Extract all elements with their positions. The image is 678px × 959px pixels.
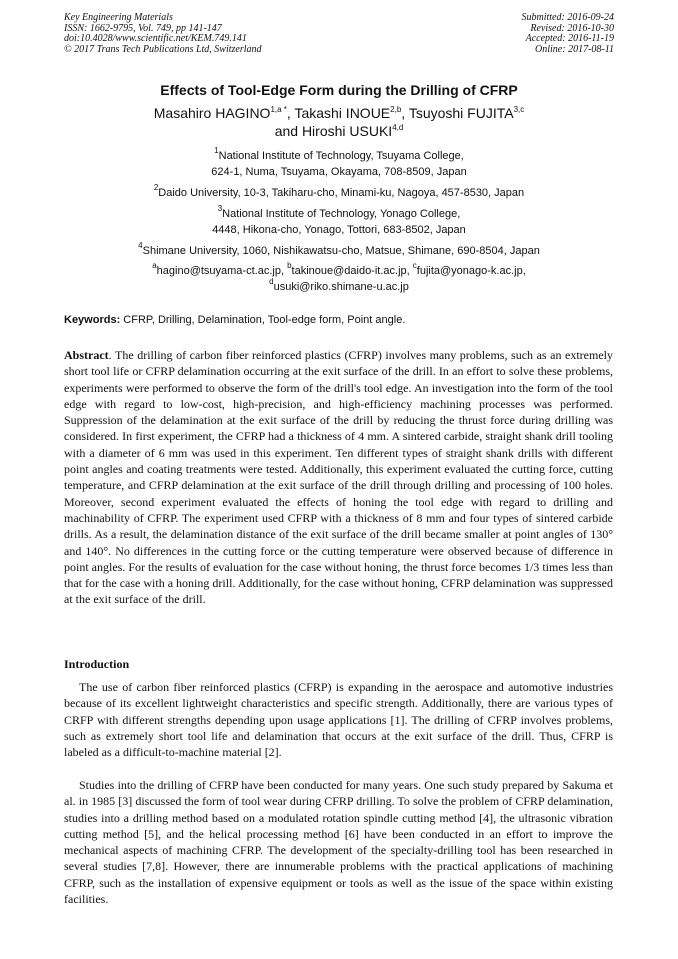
affiliation-sup: 3: [217, 204, 223, 213]
author-name: Masahiro HAGINO: [153, 105, 271, 121]
introduction-heading: Introduction: [64, 657, 130, 671]
journal-name: Key Engineering Materials: [64, 12, 173, 23]
author-line-1: [0, 104, 678, 122]
keywords-line: [64, 314, 405, 326]
affiliation-text: 624-1, Numa, Tsuyama, Okayama, 708-8509, Japan: [211, 166, 467, 178]
accepted-date: Accepted: 2016-11-19: [525, 33, 614, 45]
email-address[interactable]: usuki@riko.shimane-u.ac.jp: [273, 281, 409, 293]
copyright-line: © 2017 Trans Tech Publications Ltd, Switzerland: [64, 43, 262, 55]
email-address[interactable]: hagino@tsuyama-ct.ac.jp,: [156, 265, 288, 277]
affiliation-sup: 2: [153, 183, 159, 192]
author-name: Hiroshi USUKI: [301, 123, 393, 139]
affiliation-2: [0, 185, 678, 201]
author-name: Takashi INOUE: [294, 105, 391, 121]
email-sup: b: [287, 261, 292, 270]
author-sup: 3,c: [513, 105, 525, 114]
author-list: [0, 104, 678, 140]
affiliation-text: National Institute of Technology, Yonago College,: [222, 208, 461, 220]
online-date: Online: 2017-08-11: [535, 43, 614, 55]
author-sup: 4,d: [392, 123, 404, 132]
journal-info: [64, 13, 262, 55]
affiliation-text: 4448, Hikona-cho, Yonago, Tottori, 683-8502, Japan: [212, 224, 466, 236]
author-separator: ,: [401, 105, 409, 121]
affiliation-text: National Institute of Technology, Tsuyama College,: [218, 150, 464, 162]
introduction-paragraph-2: [64, 777, 613, 907]
email-list: [0, 263, 678, 295]
affiliation-1: [0, 148, 678, 180]
paragraph-text: Studies into the drilling of CFRP have been conducted for many years. One such study prepared by Sakuma et al. in 1985 [3] discussed the form of tool wear during CFRP drilling. To solve the problem of CFRP delamination, studies into a drilling method based on a modulated rotation spindle cutting method [4], the ultrasonic vibration cutting method [5], and the helical processing method [6] have been conducted in an effort to improve the mechanical aspects of machining CFRP. The development of the specialty-drilling tool has been researched in several studies [7,8]. However, there are innumerable problems with the practical applications of machining CFRP, such as the installation of expensive equipment or tools as well as the issue of the space within existing facilities.: [64, 778, 613, 907]
submitted-date: Submitted: 2016-09-24: [521, 12, 614, 23]
paragraph-text: The use of carbon fiber reinforced plastics (CFRP) is expanding in the aerospace and automotive industries because of its excellent lightweight characteristics and specific strength. Additionally, there are various types of CRFP with different strengths depending upon usage applications [1]. The drilling of CFRP involves problems, such as extremely short tool life and delamination that occurs at the exit surface of the drill. Thus, CFRP is labeled as a difficult-to-machine material [2].: [64, 680, 613, 760]
author-conjunction: and: [274, 123, 302, 139]
email-sup: c: [412, 261, 417, 270]
affiliation-text: Shimane University, 1060, Nishikawatsu-cho, Matsue, Shimane, 690-8504, Japan: [142, 245, 540, 257]
paper-title: Effects of Tool-Edge Form during the Drilling of CFRP: [160, 82, 518, 98]
keywords-text: CFRP, Drilling, Delamination, Tool-edge form, Point angle.: [120, 314, 406, 326]
abstract-label: Abstract: [64, 348, 109, 362]
affiliation-text: Daido University, 10-3, Takiharu-cho, Minami-ku, Nagoya, 457-8530, Japan: [158, 187, 525, 199]
affiliation-sup: 4: [138, 241, 143, 250]
introduction-paragraph-1: [64, 679, 613, 760]
affiliation-sup: 1: [214, 146, 219, 155]
author-sup: 2,b: [390, 105, 402, 114]
author-name: Tsuyoshi FUJITA: [408, 105, 514, 121]
affiliation-4: [0, 243, 678, 259]
doi-line: doi:10.4028/www.scientific.net/KEM.749.141: [64, 33, 247, 45]
issn-line: ISSN: 1662-9795, Vol. 749, pp 141-147: [64, 22, 222, 34]
email-sup: d: [269, 277, 274, 286]
publication-dates: [522, 13, 615, 55]
author-separator: ,: [286, 105, 295, 121]
author-sup: 1,a *: [270, 105, 287, 114]
email-address[interactable]: takinoue@daido-it.ac.jp,: [291, 265, 413, 277]
keywords-label: Keywords:: [64, 314, 121, 326]
abstract-text: . The drilling of carbon fiber reinforced plastics (CFRP) involves many problems, such as an extremely short tool life or CFRP delamination occurring at the exit surface of the drill. In an effort to solve these problems, experiments were performed to observe the form of the drill's tool edge. An investigation into the form of the tool edge with regard to low-cost, high-precision, and high-efficiency machining processes was performed. Suppression of the delamination at the exit surface of the drill by reducing the thrust force during drilling was considered. In first experiment, the CFRP had a thickness of 4 mm. A sintered carbide, straight shank drill tooling with a diameter of 6 mm was used in this experiment. Ten different types of straight shank drills with different point angles and coating treatments were tested. Additionally, this experiment evaluated the cutting force, cutting temperature, and CFRP delamination at the exit surface of the drill through drilling and processing of 100 holes. Moreover, second experiment evaluated the effects of honing the tool edge with regard to drilling and machinability of CFRP. The experiment used CFRP with a thickness of 8 mm and four types of sintered carbide drills. As a result, the delamination distance of the exit surface of the drill became smaller at point angles of 130° and 140°. No differences in the cutting force or the cutting temperature were observed because of difference in point angles. For the results of evaluation for the case without honing, the thrust force becomes 1/3 times less than that for the case with a honing drill. Additionally, for the case without honing, CFRP delamination was suppressed at the exit surface of the drill.: [64, 348, 613, 607]
email-address[interactable]: fujita@yonago-k.ac.jp,: [416, 265, 526, 277]
abstract-section: [64, 347, 613, 608]
email-sup: a: [152, 261, 157, 270]
author-line-2: [0, 122, 678, 140]
affiliation-3: [0, 206, 678, 238]
revised-date: Revised: 2016-10-30: [530, 22, 614, 34]
